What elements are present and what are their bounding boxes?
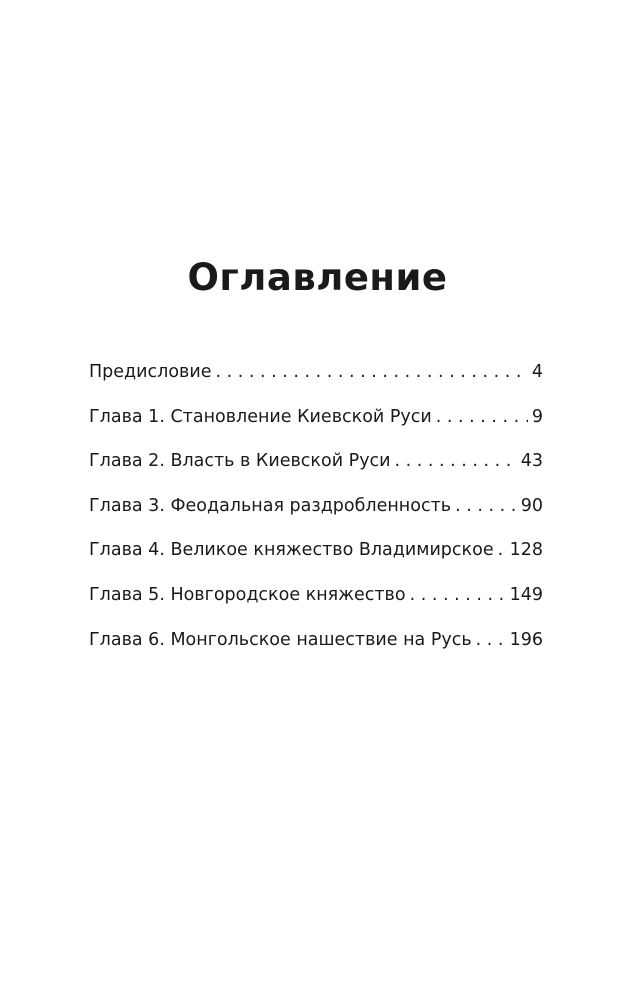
toc-entry [89, 585, 543, 630]
toc-entry-page: 90 [520, 495, 543, 516]
toc-entry-title: Глава 2. Власть в Киевской Руси [89, 451, 391, 472]
toc-entry-title: Глава 1. Становление Киевской Руси [89, 406, 432, 427]
toc-entry-page: 9 [531, 406, 543, 427]
dot-leader [410, 585, 506, 605]
toc-entry [89, 362, 543, 407]
toc-entry [89, 407, 543, 452]
toc-entry-page: 43 [520, 451, 543, 472]
dot-leader [215, 362, 527, 382]
toc-entry-page: 128 [509, 540, 543, 561]
toc-entry [89, 540, 543, 585]
dot-leader [476, 630, 506, 650]
toc-entry [89, 496, 543, 541]
dot-leader [455, 496, 517, 516]
toc-entry-page: 149 [509, 584, 543, 605]
toc-entry-title: Глава 6. Монгольское нашествие на Русь [89, 629, 472, 650]
toc-entry-title: Глава 4. Великое княжество Владимирское [89, 540, 494, 561]
toc-entry-title: Предисловие [89, 362, 212, 382]
toc-entry-title: Глава 3. Феодальная раздробленность [89, 495, 452, 516]
table-of-contents [89, 362, 543, 674]
dot-leader [498, 540, 506, 560]
page-title: Оглавление [187, 256, 448, 299]
toc-entry [89, 451, 543, 496]
dot-leader [436, 407, 528, 427]
toc-entry-page: 4 [531, 362, 543, 382]
dot-leader [395, 451, 517, 471]
toc-entry-page: 196 [509, 629, 543, 650]
toc-entry [89, 630, 543, 675]
toc-entry-title: Глава 5. Новгородское княжество [89, 584, 406, 605]
